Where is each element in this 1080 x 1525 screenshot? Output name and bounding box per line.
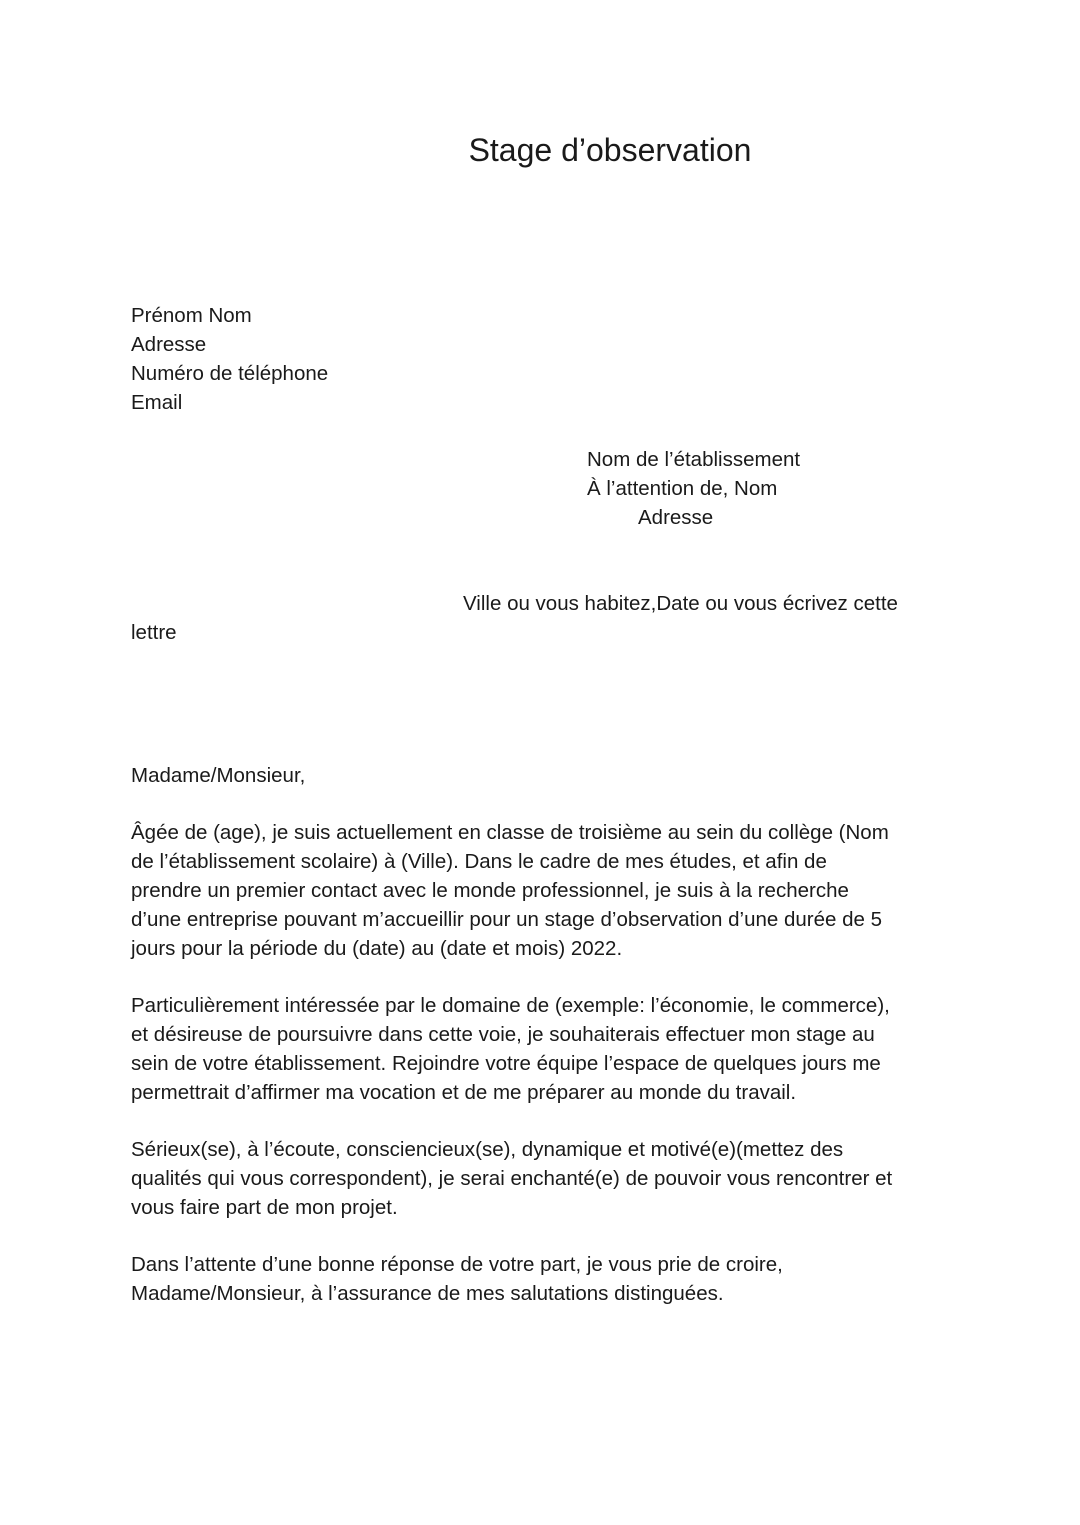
paragraph-line: d’une entreprise pouvant m’accueillir pour un stage d’observation d’une durée de 5	[131, 908, 883, 931]
place-date-line2: lettre	[131, 621, 177, 644]
paragraph-line: Âgée de (age), je suis actuellement en classe de troisième au sein du collège (Nom	[131, 821, 889, 844]
page-title: Stage d’observation	[468, 132, 752, 168]
recipient-block	[587, 445, 800, 532]
recipient-address: Adresse	[638, 506, 714, 529]
paragraph-line: sein de votre établissement. Rejoindre votre équipe l’espace de quelques jours me	[131, 1052, 881, 1075]
recipient-attention: À l’attention de, Nom	[587, 477, 778, 500]
sender-address: Adresse	[131, 333, 207, 356]
sender-block	[131, 301, 328, 417]
paragraph-line: jours pour la période du (date) au (date et mois) 2022.	[131, 937, 623, 960]
sender-email: Email	[131, 391, 183, 414]
paragraph-line: Dans l’attente d’une bonne réponse de votre part, je vous prie de croire,	[131, 1253, 783, 1276]
paragraph-line: prendre un premier contact avec le monde professionnel, je suis à la recherche	[131, 879, 849, 902]
paragraph-line: vous faire part de mon projet.	[131, 1196, 398, 1219]
paragraph-line: de l’établissement scolaire) à (Ville). Dans le cadre de mes études, et afin de	[131, 850, 827, 873]
paragraph-4	[131, 1250, 951, 1308]
paragraph-line: qualités qui vous correspondent), je serai enchanté(e) de pouvoir vous rencontrer et	[131, 1167, 893, 1190]
paragraph-line: Madame/Monsieur, à l’assurance de mes salutations distinguées.	[131, 1282, 724, 1305]
paragraph-1	[131, 818, 951, 963]
paragraph-line: permettrait d’affirmer ma vocation et de me préparer au monde du travail.	[131, 1081, 797, 1104]
paragraph-line: et désireuse de poursuivre dans cette voie, je souhaiterais effectuer mon stage au	[131, 1023, 875, 1046]
recipient-establishment: Nom de l’établissement	[587, 448, 801, 471]
paragraph-2	[131, 991, 951, 1107]
paragraph-line: Particulièrement intéressée par le domaine de (exemple: l’économie, le commerce),	[131, 994, 890, 1017]
salutation: Madame/Monsieur,	[131, 764, 306, 787]
sender-name: Prénom Nom	[131, 304, 252, 327]
paragraph-line: Sérieux(se), à l’écoute, consciencieux(se), dynamique et motivé(e)(mettez des	[131, 1138, 844, 1161]
place-date-line1: Ville ou vous habitez,Date ou vous écrivez cette	[463, 592, 898, 615]
sender-phone: Numéro de téléphone	[131, 362, 329, 385]
paragraph-3	[131, 1135, 951, 1222]
